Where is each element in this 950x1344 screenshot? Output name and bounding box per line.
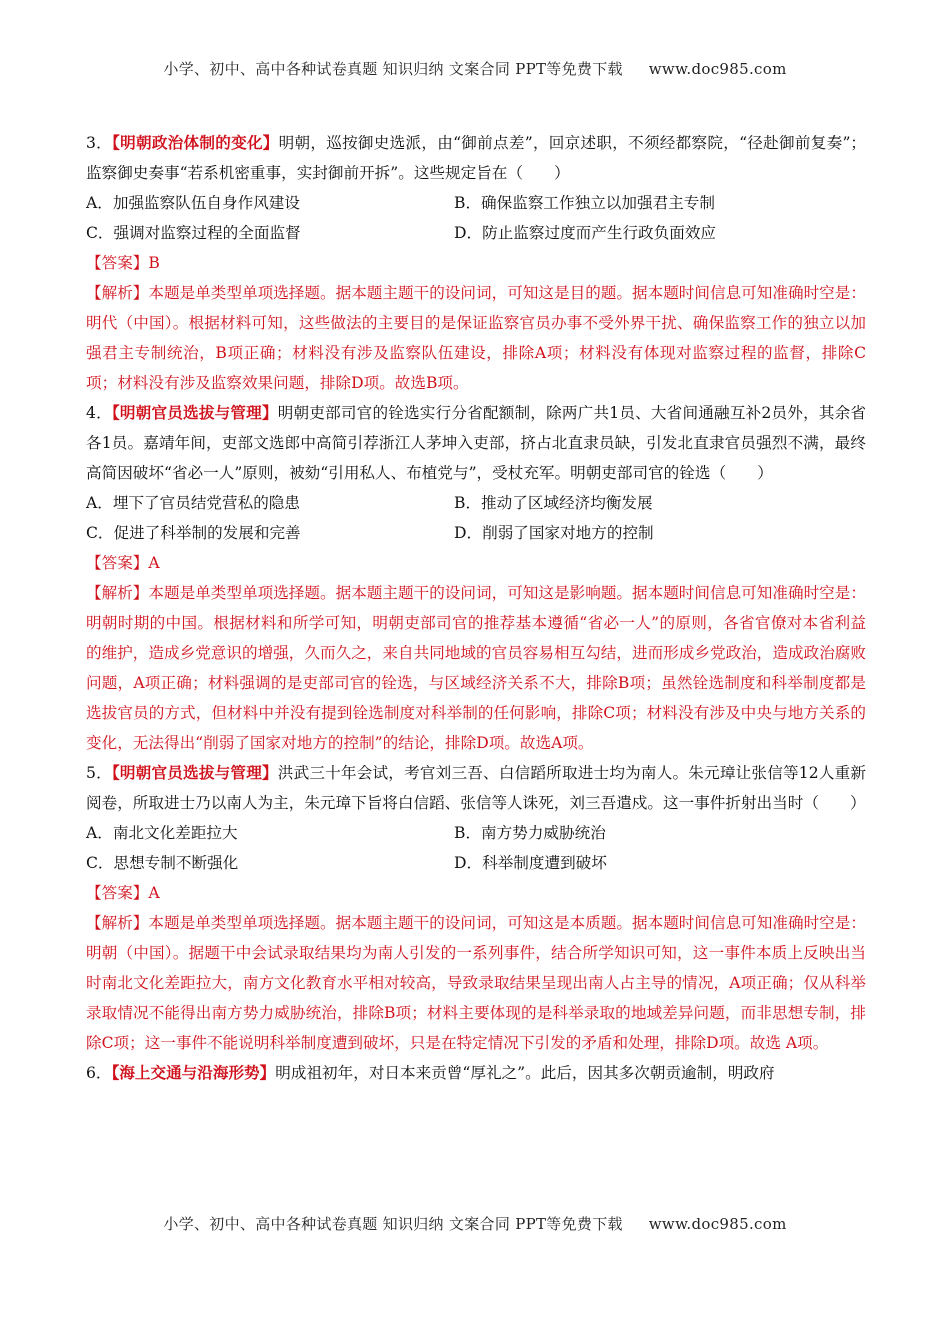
header-text: 小学、初中、高中各种试卷真题 知识归纳 文案合同 PPT等免费下载 bbox=[163, 60, 623, 78]
answer-line: 【答案】A bbox=[86, 554, 160, 572]
option-row bbox=[86, 188, 866, 218]
question-stem bbox=[86, 128, 866, 188]
option-b: B．确保监察工作独立以加强君主专制 bbox=[454, 194, 715, 212]
question-topic-tag: 【明朝官员选拔与管理】 bbox=[111, 763, 278, 782]
question-topic-tag: 【海上交通与沿海形势】 bbox=[111, 1063, 276, 1082]
answer-line: 【答案】A bbox=[86, 884, 160, 902]
option-a: A．埋下了官员结党营私的隐患 bbox=[86, 494, 300, 512]
option-b: B．推动了区域经济均衡发展 bbox=[454, 494, 653, 512]
option-d: D．削弱了国家对地方的控制 bbox=[454, 524, 654, 542]
question-3 bbox=[86, 128, 866, 398]
option-row bbox=[86, 218, 866, 248]
question-number: 5． bbox=[86, 764, 112, 782]
option-c: C．强调对监察过程的全面监督 bbox=[86, 224, 301, 242]
question-5 bbox=[86, 758, 866, 1058]
option-c: C．思想专制不断强化 bbox=[86, 854, 239, 872]
footer-url[interactable]: www.doc985.com bbox=[648, 1215, 787, 1233]
question-text: 洪武三十年会试，考官刘三吾、白信蹈所取进士均为南人。朱元璋让张信等12人重新阅卷，所取进士乃以南人为主，朱元璋下旨将白信蹈、张信等人诛死，刘三吾遣戍。这一事件折射出当时（ ） bbox=[86, 764, 867, 812]
option-a: A．南北文化差距拉大 bbox=[86, 824, 238, 842]
question-text: 明朝吏部司官的铨选实行分省配额制，除两广共1员、大省间通融互补2员外，其余省各1员。嘉靖年间，吏部文选郎中高简引荐浙江人茅坤入吏部，挤占北直隶员缺，引发北直隶官员强烈不满，最终高简因破坏“省必一人”原则，被劾“引用私人、布植党与”，受杖充军。明朝吏部司官的铨选（ ） bbox=[86, 404, 867, 482]
explanation-label: 【解析】 bbox=[86, 584, 149, 602]
question-topic-tag: 【明朝官员选拔与管理】 bbox=[111, 403, 278, 422]
question-number: 4． bbox=[86, 404, 112, 422]
option-row bbox=[86, 818, 866, 848]
answer-line: 【答案】B bbox=[86, 254, 160, 272]
option-c: C．促进了科举制的发展和完善 bbox=[86, 524, 301, 542]
question-stem bbox=[86, 398, 866, 488]
question-4 bbox=[86, 398, 866, 758]
document-body bbox=[86, 128, 866, 1088]
question-stem bbox=[86, 1058, 866, 1088]
question-6 bbox=[86, 1058, 866, 1088]
option-row bbox=[86, 488, 866, 518]
explanation-text: 本题是单类型单项选择题。据本题主题干的设问词，可知这是本质题。据本题时间信息可知准确时空是：明朝（中国）。据题干中会试录取结果均为南人引发的一系列事件，结合所学知识可知，这一事件本质上反映出当时南北文化差距拉大，南方文化教育水平相对较高，导致录取结果呈现出南人占主导的情况，A项正确；仅从科举录取情况不能得出南方势力威胁统治，排除B项；材料主要体现的是科举录取的地域差异问题，而非思想专制，排除C项；这一事件不能说明科举制度遭到破坏，只是在特定情况下引发的矛盾和处理，排除D项。故选 A项。 bbox=[86, 914, 866, 1052]
option-a: A．加强监察队伍自身作风建设 bbox=[86, 194, 300, 212]
question-topic-tag: 【明朝政治体制的变化】 bbox=[112, 133, 279, 152]
explanation-label: 【解析】 bbox=[86, 284, 149, 302]
question-number: 3． bbox=[86, 134, 113, 152]
option-row bbox=[86, 518, 866, 548]
question-text: 明成祖初年，对日本来贡曾“厚礼之”。此后，因其多次朝贡逾制，明政府 bbox=[275, 1064, 775, 1082]
explanation bbox=[86, 908, 866, 1058]
explanation-text: 本题是单类型单项选择题。据本题主题干的设问词，可知这是影响题。据本题时间信息可知准确时空是：明朝时期的中国。根据材料和所学可知，明朝吏部司官的推荐基本遵循“省必一人”的原则，各省官僚对本省利益的维护，造成乡党意识的增强，久而久之，来自共同地域的官员容易相互勾结，进而形成乡党政治，造成政治腐败问题，A项正确；材料强调的是吏部司官的铨选，与区域经济关系不大，排除B项；虽然铨选制度和科举制度都是选拔官员的方式，但材料中并没有提到铨选制度对科举制的任何影响，排除C项；材料没有涉及中央与地方关系的变化，无法得出“削弱了国家对地方的控制”的结论，排除D项。故选A项。 bbox=[86, 584, 866, 752]
page-footer bbox=[0, 1213, 950, 1234]
explanation bbox=[86, 278, 866, 398]
header-url[interactable]: www.doc985.com bbox=[648, 60, 787, 78]
page-header bbox=[0, 58, 950, 79]
question-stem bbox=[86, 758, 866, 818]
option-b: B．南方势力威胁统治 bbox=[454, 824, 606, 842]
explanation-text: 本题是单类型单项选择题。据本题主题干的设问词，可知这是目的题。据本题时间信息可知准确时空是：明代（中国）。根据材料可知，这些做法的主要目的是保证监察官员办事不受外界干扰、确保监察工作的独立以加强君主专制统治，B项正确；材料没有涉及监察队伍建设，排除A项；材料没有体现对监察过程的监督，排除C项；材料没有涉及监察效果问题，排除D项。故选B项。 bbox=[86, 284, 866, 392]
explanation bbox=[86, 578, 866, 758]
explanation-label: 【解析】 bbox=[86, 914, 149, 932]
option-d: D．防止监察过度而产生行政负面效应 bbox=[454, 224, 717, 242]
footer-text: 小学、初中、高中各种试卷真题 知识归纳 文案合同 PPT等免费下载 bbox=[163, 1215, 623, 1233]
option-row bbox=[86, 848, 866, 878]
option-d: D．科举制度遭到破坏 bbox=[454, 854, 607, 872]
question-number: 6． bbox=[86, 1064, 112, 1082]
question-text: 明朝，巡按御史选派，由“御前点差”，回京述职，不须经都察院，“径赴御前复奏”；监察御史奏事“若系机密重事，实封御前开拆”。这些规定旨在（ ） bbox=[86, 134, 867, 182]
